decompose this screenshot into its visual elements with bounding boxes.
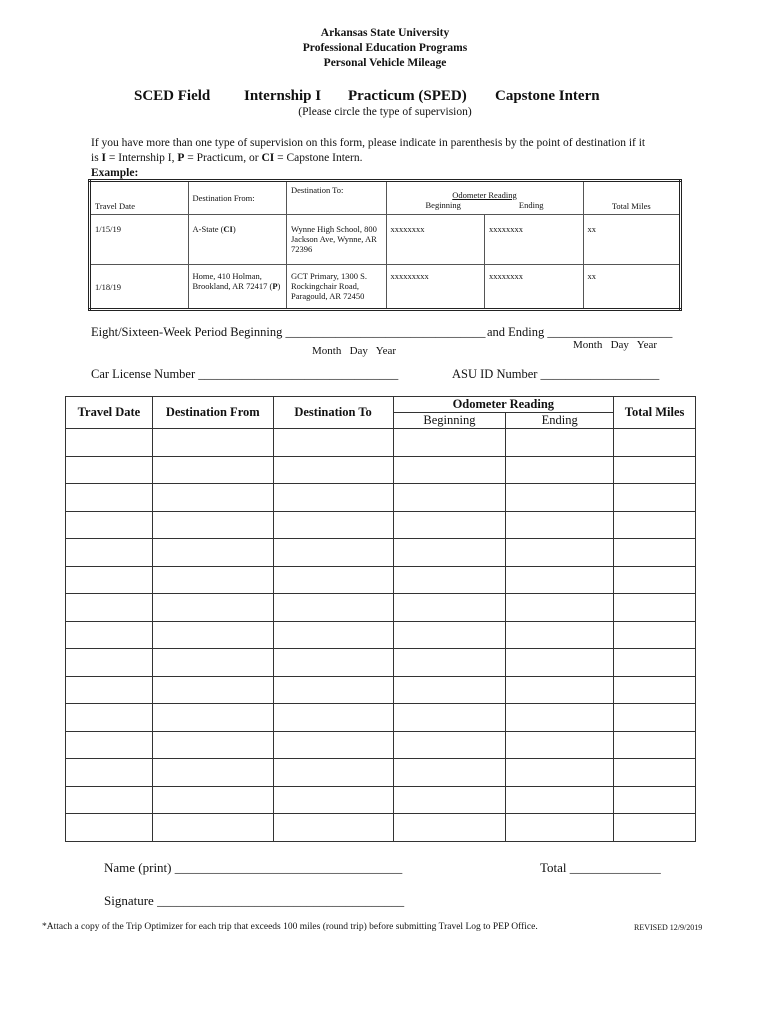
code-p: P — [177, 152, 185, 164]
name-print — [104, 860, 402, 876]
asu-id-field[interactable]: ___________________ — [540, 367, 660, 381]
example-row — [90, 215, 681, 265]
ex-header-destination-to: Destination To: — [287, 181, 387, 215]
ex-date: 1/18/19 — [90, 265, 189, 310]
table-row — [66, 704, 696, 732]
code-i: I — [101, 152, 107, 164]
table-row — [66, 594, 696, 622]
cell-total-miles[interactable] — [614, 456, 696, 484]
cell-total-miles[interactable] — [614, 484, 696, 512]
ex-ending: xxxxxxxx — [485, 215, 584, 265]
ex-odometer-label: Odometer Reading — [452, 190, 517, 200]
cell-travel-date[interactable] — [66, 786, 153, 814]
period-beginning-field[interactable]: ________________________________ — [285, 325, 486, 339]
cell-travel-date[interactable] — [66, 759, 153, 787]
cell-odometer-ending[interactable] — [506, 649, 614, 677]
period-ending-label: and Ending — [487, 325, 545, 339]
cell-travel-date[interactable] — [66, 484, 153, 512]
date-hint-right: Month Day Year — [573, 339, 658, 351]
cell-destination-from[interactable] — [152, 429, 273, 457]
name-print-label: Name (print) — [104, 860, 172, 875]
example-label: Example: — [91, 167, 139, 179]
instructions-line2 — [91, 151, 691, 166]
ex-from — [188, 215, 287, 265]
program-name: Professional Education Programs — [302, 42, 468, 54]
cell-total-miles[interactable] — [614, 786, 696, 814]
table-row — [66, 759, 696, 787]
header-destination-to: Destination To — [273, 397, 393, 429]
ex-from-end: ) — [277, 281, 281, 291]
ex-date: 1/15/19 — [90, 215, 189, 265]
cell-destination-from[interactable] — [152, 649, 273, 677]
cell-odometer-ending[interactable] — [506, 621, 614, 649]
cell-destination-from[interactable] — [152, 786, 273, 814]
cell-odometer-beginning[interactable] — [393, 539, 506, 567]
cell-odometer-ending[interactable] — [506, 676, 614, 704]
ex-from-text: A-State ( — [192, 224, 224, 234]
example-row — [90, 265, 681, 310]
car-license — [91, 367, 398, 382]
cell-total-miles[interactable] — [614, 649, 696, 677]
total-field[interactable]: ______________ — [569, 860, 661, 875]
cell-travel-date[interactable] — [66, 731, 153, 759]
cell-destination-to[interactable] — [273, 814, 393, 842]
ex-from-end: ) — [232, 224, 236, 234]
cell-destination-from[interactable] — [152, 566, 273, 594]
cell-destination-to[interactable] — [273, 676, 393, 704]
cell-destination-to[interactable] — [273, 566, 393, 594]
code-ci: CI — [261, 152, 275, 164]
cell-travel-date[interactable] — [66, 676, 153, 704]
cell-odometer-beginning[interactable] — [393, 649, 506, 677]
instructions — [91, 136, 691, 181]
date-hint-left: Month Day Year — [312, 345, 397, 357]
instructions-line1: If you have more than one type of supervision on this form, please indicate in parenthesis by the point of destination if it — [91, 137, 646, 149]
university-name: Arkansas State University — [320, 27, 450, 39]
instr-text-a: is — [91, 152, 102, 164]
ex-header-total-miles: Total Miles — [583, 181, 681, 215]
cell-odometer-ending[interactable] — [506, 814, 614, 842]
ex-from — [188, 265, 287, 310]
cell-odometer-beginning[interactable] — [393, 456, 506, 484]
header-destination-from: Destination From — [152, 397, 273, 429]
cell-total-miles[interactable] — [614, 594, 696, 622]
cell-destination-to[interactable] — [273, 704, 393, 732]
signature-field[interactable]: ______________________________________ — [157, 893, 405, 908]
cell-travel-date[interactable] — [66, 814, 153, 842]
cell-odometer-beginning[interactable] — [393, 566, 506, 594]
cell-odometer-beginning[interactable] — [393, 429, 506, 457]
cell-destination-to[interactable] — [273, 594, 393, 622]
cell-destination-to[interactable] — [273, 786, 393, 814]
ex-from-code: CI — [223, 224, 233, 234]
cell-total-miles[interactable] — [614, 539, 696, 567]
cell-odometer-ending[interactable] — [506, 704, 614, 732]
ex-to: GCT Primary, 1300 S. Rockingchair Road, Paragould, AR 72450 — [287, 265, 387, 310]
signature-label: Signature — [104, 893, 154, 908]
header-ending: Ending — [506, 413, 614, 429]
instr-text-c: = Practicum, or — [184, 152, 262, 164]
cell-destination-from[interactable] — [152, 759, 273, 787]
table-row — [66, 456, 696, 484]
cell-odometer-beginning[interactable] — [393, 511, 506, 539]
cell-destination-to[interactable] — [273, 429, 393, 457]
cell-travel-date[interactable] — [66, 456, 153, 484]
ex-from-code: P — [272, 281, 278, 291]
cell-odometer-beginning[interactable] — [393, 786, 506, 814]
cell-destination-to[interactable] — [273, 456, 393, 484]
revised-date: REVISED 12/9/2019 — [634, 923, 703, 932]
cell-destination-from[interactable] — [152, 621, 273, 649]
asu-id-label: ASU ID Number — [452, 367, 538, 381]
cell-destination-from[interactable] — [152, 731, 273, 759]
ex-header-ending: Ending — [518, 200, 544, 210]
ex-total: xx — [583, 265, 681, 310]
cell-total-miles[interactable] — [614, 759, 696, 787]
ex-beginning: xxxxxxxx — [386, 215, 485, 265]
example-header-row — [90, 181, 681, 215]
cell-odometer-beginning[interactable] — [393, 704, 506, 732]
table-row — [66, 786, 696, 814]
cell-destination-to[interactable] — [273, 731, 393, 759]
cell-destination-from[interactable] — [152, 539, 273, 567]
table-row — [66, 649, 696, 677]
table-row — [66, 566, 696, 594]
signature — [104, 893, 404, 909]
cell-travel-date[interactable] — [66, 566, 153, 594]
type-internship-i[interactable]: Internship I — [244, 88, 322, 104]
cell-destination-from[interactable] — [152, 456, 273, 484]
ex-total: xx — [583, 215, 681, 265]
header-travel-date: Travel Date — [66, 397, 153, 429]
cell-odometer-ending[interactable] — [506, 511, 614, 539]
cell-travel-date[interactable] — [66, 511, 153, 539]
asu-id — [452, 367, 659, 382]
cell-destination-to[interactable] — [273, 539, 393, 567]
header-odometer-reading: Odometer Reading — [393, 397, 614, 413]
cell-destination-from[interactable] — [152, 511, 273, 539]
cell-total-miles[interactable] — [614, 621, 696, 649]
cell-odometer-beginning[interactable] — [393, 759, 506, 787]
cell-odometer-beginning[interactable] — [393, 731, 506, 759]
cell-travel-date[interactable] — [66, 429, 153, 457]
cell-odometer-ending[interactable] — [506, 594, 614, 622]
cell-travel-date[interactable] — [66, 621, 153, 649]
cell-destination-from[interactable] — [152, 484, 273, 512]
cell-odometer-beginning[interactable] — [393, 594, 506, 622]
instr-text-d: = Capstone Intern. — [274, 152, 363, 164]
example-table — [88, 179, 682, 311]
cell-destination-from[interactable] — [152, 704, 273, 732]
cell-total-miles[interactable] — [614, 731, 696, 759]
ex-header-destination-from: Destination From: — [188, 181, 287, 215]
period-beginning — [91, 325, 485, 340]
table-row — [66, 511, 696, 539]
table-row — [66, 484, 696, 512]
type-capstone-intern[interactable]: Capstone Intern — [495, 88, 600, 104]
cell-destination-to[interactable] — [273, 759, 393, 787]
period-ending-field[interactable]: ____________________ — [547, 325, 673, 339]
cell-destination-to[interactable] — [273, 649, 393, 677]
mileage-log-table — [65, 396, 696, 842]
table-row — [66, 539, 696, 567]
ex-header-odometer — [386, 181, 583, 215]
ex-header-beginning: Beginning — [425, 200, 461, 210]
ex-header-travel-date: Travel Date — [90, 181, 189, 215]
cell-travel-date[interactable] — [66, 539, 153, 567]
main-header-row — [66, 397, 696, 413]
cell-odometer-ending[interactable] — [506, 456, 614, 484]
cell-total-miles[interactable] — [614, 676, 696, 704]
header-total-miles: Total Miles — [614, 397, 696, 429]
total — [540, 860, 661, 876]
cell-total-miles[interactable] — [614, 566, 696, 594]
table-row — [66, 676, 696, 704]
cell-total-miles[interactable] — [614, 429, 696, 457]
ex-ending: xxxxxxxx — [485, 265, 584, 310]
total-label: Total — [540, 860, 567, 875]
table-row — [66, 429, 696, 457]
footnote: *Attach a copy of the Trip Optimizer for each trip that exceeds 100 miles (round trip) before submitting Travel Log to PEP Office. — [42, 922, 538, 932]
mileage-log-body — [66, 429, 696, 842]
cell-destination-to[interactable] — [273, 621, 393, 649]
cell-odometer-ending[interactable] — [506, 539, 614, 567]
cell-odometer-ending[interactable] — [506, 731, 614, 759]
type-sced-field[interactable]: SCED Field — [134, 88, 211, 104]
form-title: Personal Vehicle Mileage — [323, 57, 447, 69]
cell-odometer-ending[interactable] — [506, 484, 614, 512]
cell-total-miles[interactable] — [614, 814, 696, 842]
cell-destination-to[interactable] — [273, 511, 393, 539]
cell-destination-to[interactable] — [273, 484, 393, 512]
cell-travel-date[interactable] — [66, 704, 153, 732]
cell-odometer-ending[interactable] — [506, 759, 614, 787]
cell-total-miles[interactable] — [614, 704, 696, 732]
cell-destination-from[interactable] — [152, 676, 273, 704]
table-row — [66, 621, 696, 649]
cell-odometer-ending[interactable] — [506, 566, 614, 594]
ex-beginning: xxxxxxxxx — [386, 265, 485, 310]
cell-travel-date[interactable] — [66, 594, 153, 622]
name-print-field[interactable]: ___________________________________ — [174, 860, 403, 875]
period-beginning-label: Eight/Sixteen-Week Period Beginning — [91, 325, 283, 339]
table-row — [66, 731, 696, 759]
type-practicum-sped[interactable]: Practicum (SPED) — [348, 88, 467, 104]
table-row — [66, 814, 696, 842]
cell-destination-from[interactable] — [152, 594, 273, 622]
cell-odometer-beginning[interactable] — [393, 621, 506, 649]
cell-odometer-ending[interactable] — [506, 786, 614, 814]
cell-total-miles[interactable] — [614, 511, 696, 539]
cell-destination-from[interactable] — [152, 814, 273, 842]
header-beginning: Beginning — [393, 413, 506, 429]
cell-odometer-beginning[interactable] — [393, 814, 506, 842]
cell-odometer-beginning[interactable] — [393, 484, 506, 512]
car-license-field[interactable]: ________________________________ — [198, 367, 399, 381]
cell-travel-date[interactable] — [66, 649, 153, 677]
cell-odometer-ending[interactable] — [506, 429, 614, 457]
period-ending — [487, 325, 672, 340]
ex-from-text: Home, 410 Holman, Brookland, AR 72417 ( — [192, 271, 273, 291]
ex-to: Wynne High School, 800 Jackson Ave, Wynne, AR 72396 — [287, 215, 387, 265]
circle-note: (Please circle the type of supervision) — [298, 106, 472, 118]
instr-text-b: = Internship I, — [106, 152, 178, 164]
cell-odometer-beginning[interactable] — [393, 676, 506, 704]
car-license-label: Car License Number — [91, 367, 196, 381]
